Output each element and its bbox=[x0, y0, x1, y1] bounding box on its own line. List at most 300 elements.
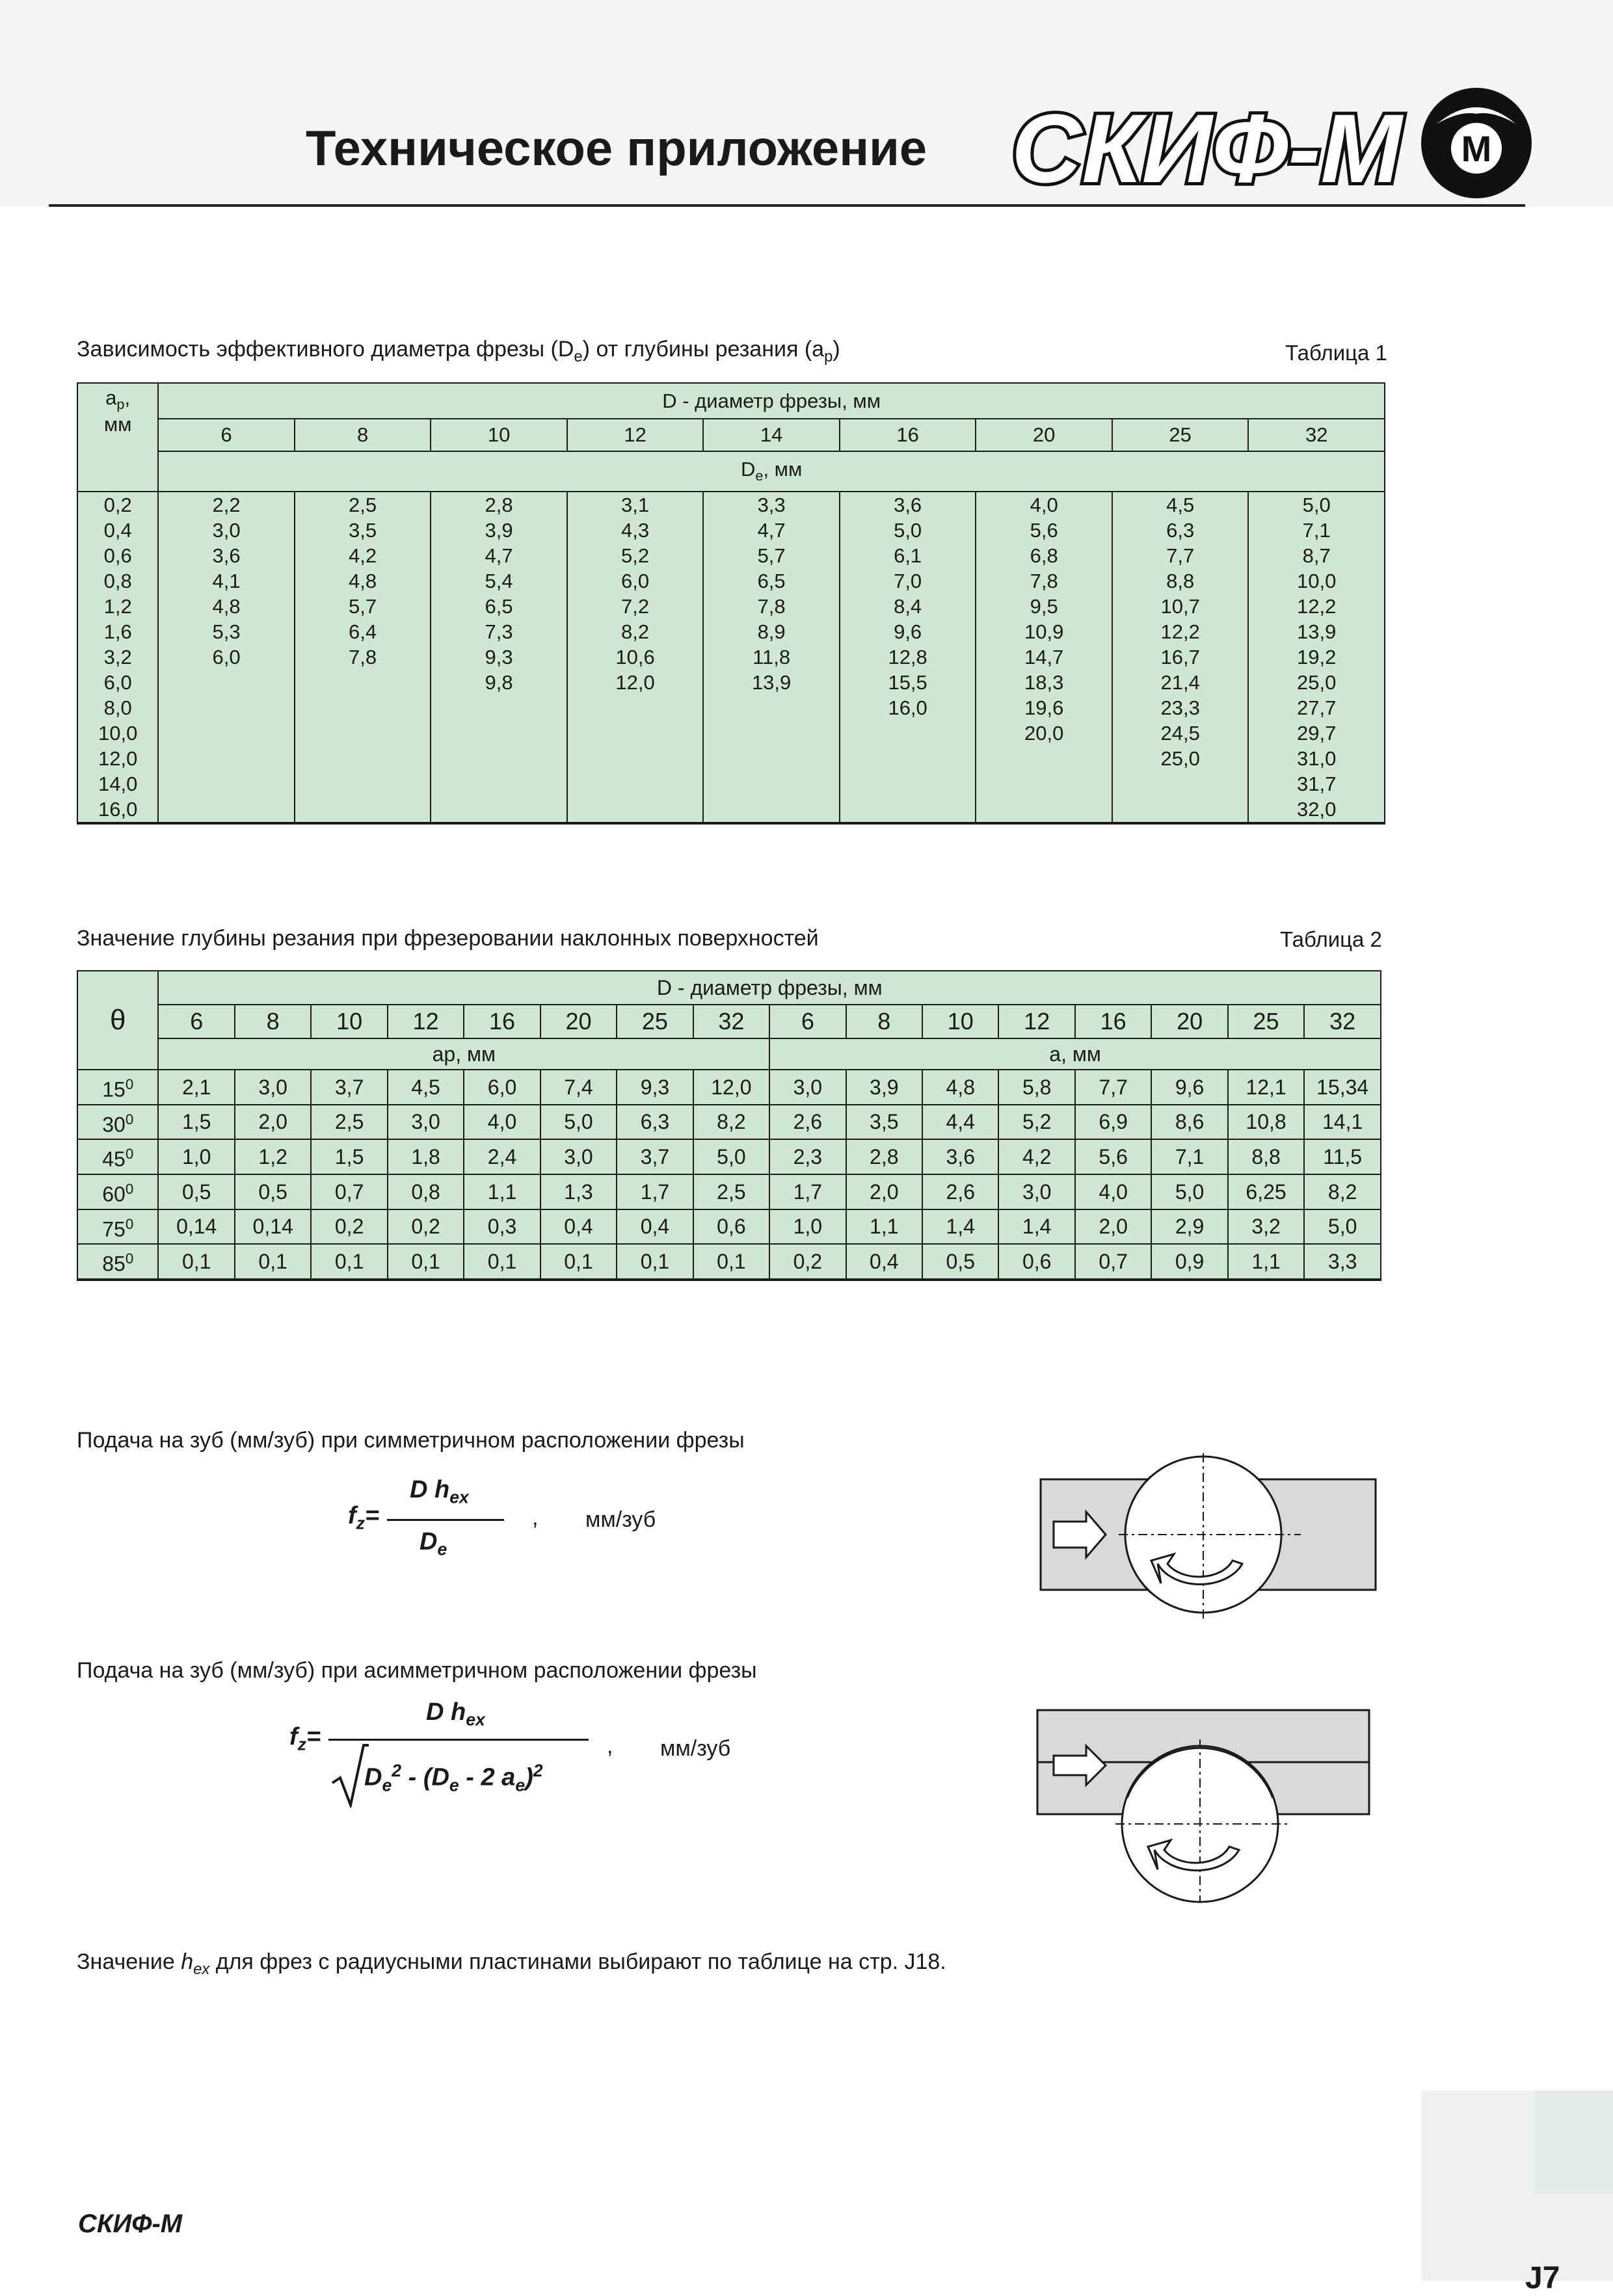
table2-row bbox=[77, 1244, 1381, 1280]
table2-cell: 3,7 bbox=[617, 1139, 693, 1174]
table2-cell: 0,3 bbox=[464, 1209, 540, 1245]
table1 bbox=[77, 382, 1385, 825]
table2-cell: 0,9 bbox=[1151, 1244, 1227, 1280]
table1-ap-cell: 10,0 bbox=[77, 720, 158, 746]
table2-row bbox=[77, 1070, 1381, 1105]
table1-cell: 12,0 bbox=[567, 670, 704, 695]
table2-cell: 2,6 bbox=[922, 1174, 998, 1209]
footer-brand: СКИФ-М bbox=[78, 2210, 183, 2238]
table2-cell: 3,0 bbox=[388, 1105, 464, 1140]
table1-cell: 25,0 bbox=[1248, 670, 1385, 695]
table2-cell: 0,1 bbox=[158, 1244, 234, 1280]
table2-cell: 0,4 bbox=[846, 1244, 922, 1280]
table1-cell: 9,3 bbox=[431, 644, 567, 670]
table2-cell: 1,2 bbox=[235, 1139, 311, 1174]
table2-diameter-header: 16 bbox=[1075, 1005, 1151, 1038]
table2-cell: 5,0 bbox=[693, 1139, 769, 1174]
table2-cell: 1,5 bbox=[158, 1105, 234, 1140]
table1-diameter-header: 12 bbox=[567, 419, 704, 451]
logo-badge: М bbox=[1461, 128, 1492, 169]
table1-cell: 5,0 bbox=[840, 518, 976, 543]
table1-cell: 10,7 bbox=[1112, 594, 1249, 619]
table2-cell: 6,9 bbox=[1075, 1105, 1151, 1140]
table2-cell: 0,1 bbox=[235, 1244, 311, 1280]
formula2 bbox=[289, 1698, 602, 1809]
table1-cell: 23,3 bbox=[1112, 695, 1249, 720]
table1-cell: 2,5 bbox=[295, 492, 431, 518]
table1-cell: 8,4 bbox=[840, 594, 976, 619]
formula1-denominator: $D_e$ bbox=[420, 1528, 447, 1559]
table1-cell bbox=[567, 746, 704, 771]
table1-cell bbox=[840, 720, 976, 746]
table1-ap-cell: 0,2 bbox=[77, 492, 158, 518]
table1-cell: 14,7 bbox=[976, 644, 1112, 670]
table2-cell: 0,7 bbox=[1075, 1244, 1151, 1280]
table1-cell: 4,8 bbox=[158, 594, 295, 619]
table1-cell: 18,3 bbox=[976, 670, 1112, 695]
table1-cell: 12,2 bbox=[1248, 594, 1385, 619]
table2-diameter-header: 6 bbox=[158, 1005, 234, 1038]
table1-cell: 6,0 bbox=[567, 568, 704, 594]
table1-ap-cell: 16,0 bbox=[77, 797, 158, 823]
table1-row bbox=[77, 797, 1385, 823]
formula2-numerator: D $h_{ex}$ bbox=[426, 1698, 485, 1730]
table2-cell: 1,1 bbox=[464, 1174, 540, 1209]
table2-cell: 2,9 bbox=[1151, 1209, 1227, 1245]
table1-cell bbox=[976, 771, 1112, 797]
table1-cell bbox=[158, 771, 295, 797]
table1-ap-cell: 8,0 bbox=[77, 695, 158, 720]
table1-cell bbox=[158, 746, 295, 771]
table2-cell: 5,2 bbox=[998, 1105, 1074, 1140]
table1-cell: 2,2 bbox=[158, 492, 295, 518]
table2-cell: 2,1 bbox=[158, 1070, 234, 1105]
formula2-fraction-bar bbox=[328, 1739, 589, 1741]
table2-diameter-header: 25 bbox=[617, 1005, 693, 1038]
table1-sub-header: $D_e$, мм bbox=[158, 451, 1385, 492]
table1-cell bbox=[431, 720, 567, 746]
formula1-comma: , bbox=[532, 1505, 539, 1530]
table1-cell: 4,5 bbox=[1112, 492, 1249, 518]
table2-label: Таблица 2 bbox=[1280, 927, 1382, 951]
table1-cell: 7,1 bbox=[1248, 518, 1385, 543]
table1-cell bbox=[976, 797, 1112, 823]
table2-diameter-header: 12 bbox=[998, 1005, 1074, 1038]
company-logo bbox=[1011, 85, 1532, 202]
formula1-lhs: $f_z=$ bbox=[348, 1502, 380, 1533]
table2 bbox=[77, 970, 1381, 1281]
table1-cell bbox=[976, 746, 1112, 771]
table1-cell: 6,4 bbox=[295, 619, 431, 644]
formula2-radical-sign bbox=[330, 1743, 369, 1808]
table2-cell: 7,4 bbox=[540, 1070, 617, 1105]
table1-cell bbox=[703, 695, 840, 720]
table2-cell: 8,8 bbox=[1228, 1139, 1304, 1174]
table2-cell: 3,0 bbox=[235, 1070, 311, 1105]
table2-sub-left: ap, мм bbox=[158, 1038, 769, 1070]
table2-angle-cell: $15^0$ bbox=[77, 1070, 158, 1105]
table1-cell bbox=[1112, 797, 1249, 823]
table1-ap-cell: 0,6 bbox=[77, 543, 158, 568]
table1-ap-cell: 0,4 bbox=[77, 518, 158, 543]
table1-cell: 13,9 bbox=[703, 670, 840, 695]
logo-text: СКИФ-М bbox=[1011, 94, 1402, 202]
table2-cell: 9,3 bbox=[617, 1070, 693, 1105]
table1-cell: 7,8 bbox=[295, 644, 431, 670]
table1-row bbox=[77, 492, 1385, 518]
table1-row bbox=[77, 644, 1385, 670]
table1-cell: 10,0 bbox=[1248, 568, 1385, 594]
table1-cell: 5,4 bbox=[431, 568, 567, 594]
table1-cell bbox=[840, 797, 976, 823]
table1-cell: 27,7 bbox=[1248, 695, 1385, 720]
table1-cell: 20,0 bbox=[976, 720, 1112, 746]
table2-cell: 2,3 bbox=[769, 1139, 846, 1174]
table1-row bbox=[77, 619, 1385, 644]
table2-cell: 1,5 bbox=[311, 1139, 387, 1174]
table1-cell: 7,8 bbox=[976, 568, 1112, 594]
table1-cell bbox=[295, 797, 431, 823]
formula2-unit: мм/зуб bbox=[660, 1736, 731, 1761]
table1-cell bbox=[567, 720, 704, 746]
table2-cell: 0,8 bbox=[388, 1174, 464, 1209]
table2-diameter-header: 25 bbox=[1228, 1005, 1304, 1038]
table1-cell: 5,3 bbox=[158, 619, 295, 644]
table2-cell: 2,4 bbox=[464, 1139, 540, 1174]
formula1 bbox=[348, 1476, 517, 1567]
formula1-numerator: D $h_{ex}$ bbox=[410, 1476, 469, 1507]
table1-cell: 4,7 bbox=[431, 543, 567, 568]
table1-cell bbox=[567, 695, 704, 720]
table1-cell bbox=[431, 797, 567, 823]
table1-cell bbox=[567, 771, 704, 797]
table2-theta-header: θ bbox=[77, 971, 158, 1070]
hex-note: Значение $h_{ex}$ для фрез с радиусными пластинами выбирают по таблице на стр. J18. bbox=[77, 1949, 946, 1978]
table2-cell: 2,0 bbox=[1075, 1209, 1151, 1245]
table1-cell bbox=[295, 695, 431, 720]
table1-ap-cell: 0,8 bbox=[77, 568, 158, 594]
table1-cell: 5,0 bbox=[1248, 492, 1385, 518]
table1-cell: 4,8 bbox=[295, 568, 431, 594]
table2-cell: 0,1 bbox=[311, 1244, 387, 1280]
table1-cell bbox=[295, 720, 431, 746]
table1-cell: 2,8 bbox=[431, 492, 567, 518]
table2-cell: 2,6 bbox=[769, 1105, 846, 1140]
table1-cell: 21,4 bbox=[1112, 670, 1249, 695]
table1-ap-cell: 14,0 bbox=[77, 771, 158, 797]
table1-cell: 8,8 bbox=[1112, 568, 1249, 594]
table2-angle-cell: $30^0$ bbox=[77, 1105, 158, 1140]
table2-diameter-header: 16 bbox=[464, 1005, 540, 1038]
table1-cell bbox=[431, 746, 567, 771]
table2-cell: 15,34 bbox=[1304, 1070, 1381, 1105]
table1-cell: 6,5 bbox=[431, 594, 567, 619]
table2-angle-cell: $45^0$ bbox=[77, 1139, 158, 1174]
table2-cell: 0,5 bbox=[922, 1244, 998, 1280]
table2-cell: 0,1 bbox=[617, 1244, 693, 1280]
table2-row bbox=[77, 1105, 1381, 1140]
table1-cell: 7,3 bbox=[431, 619, 567, 644]
table1-cell bbox=[703, 797, 840, 823]
table2-cell: 0,4 bbox=[617, 1209, 693, 1245]
table2-diameter-header: 6 bbox=[769, 1005, 846, 1038]
table2-cell: 0,1 bbox=[693, 1244, 769, 1280]
table2-diameter-header: 32 bbox=[693, 1005, 769, 1038]
formula2-lhs: $f_z=$ bbox=[289, 1723, 321, 1754]
table2-diameter-header: 10 bbox=[311, 1005, 387, 1038]
formula1-unit: мм/зуб bbox=[585, 1507, 656, 1532]
table2-cell: 4,8 bbox=[922, 1070, 998, 1105]
table1-cell bbox=[567, 797, 704, 823]
table1-cell: 5,6 bbox=[976, 518, 1112, 543]
table2-cell: 12,0 bbox=[693, 1070, 769, 1105]
table2-cell: 3,0 bbox=[769, 1070, 846, 1105]
table2-cell: 1,8 bbox=[388, 1139, 464, 1174]
table2-angle-cell: $85^0$ bbox=[77, 1244, 158, 1280]
table2-cell: 0,5 bbox=[235, 1174, 311, 1209]
table2-cell: 4,2 bbox=[998, 1139, 1074, 1174]
table1-cell: 12,8 bbox=[840, 644, 976, 670]
table1-cell bbox=[295, 746, 431, 771]
table2-cell: 3,7 bbox=[311, 1070, 387, 1105]
table2-cell: 2,0 bbox=[235, 1105, 311, 1140]
table2-cell: 3,0 bbox=[998, 1174, 1074, 1209]
table2-diameter-header: 20 bbox=[1151, 1005, 1227, 1038]
table1-cell: 6,1 bbox=[840, 543, 976, 568]
table1-row bbox=[77, 720, 1385, 746]
table1-cell bbox=[703, 746, 840, 771]
table1-cell: 3,9 bbox=[431, 518, 567, 543]
table1-label: Таблица 1 bbox=[1285, 341, 1387, 365]
table1-cell: 8,7 bbox=[1248, 543, 1385, 568]
page-title: Техническое приложение bbox=[306, 121, 927, 176]
table1-diameter-header: 6 bbox=[158, 419, 295, 451]
table2-caption: Значение глубины резания при фрезеровании наклонных поверхностей bbox=[77, 926, 819, 951]
page-number: J7 bbox=[1525, 2261, 1560, 2295]
table1-corner-header: $a_p$, мм bbox=[77, 383, 158, 492]
table2-cell: 7,7 bbox=[1075, 1070, 1151, 1105]
table1-row bbox=[77, 518, 1385, 543]
table2-cell: 5,8 bbox=[998, 1070, 1074, 1105]
table1-cell: 4,3 bbox=[567, 518, 704, 543]
table1-cell: 19,2 bbox=[1248, 644, 1385, 670]
table2-cell: 0,14 bbox=[235, 1209, 311, 1245]
table2-row bbox=[77, 1174, 1381, 1209]
table2-cell: 4,5 bbox=[388, 1070, 464, 1105]
table2-cell: 2,5 bbox=[693, 1174, 769, 1209]
table2-cell: 5,0 bbox=[540, 1105, 617, 1140]
table2-cell: 0,1 bbox=[388, 1244, 464, 1280]
table1-cell: 3,6 bbox=[158, 543, 295, 568]
table1-cell bbox=[431, 695, 567, 720]
table2-cell: 8,6 bbox=[1151, 1105, 1227, 1140]
table2-cell: 3,6 bbox=[922, 1139, 998, 1174]
table1-cell bbox=[158, 670, 295, 695]
table2-cell: 6,25 bbox=[1228, 1174, 1304, 1209]
table2-diameter-header: 10 bbox=[922, 1005, 998, 1038]
table1-diameter-header: 14 bbox=[703, 419, 840, 451]
table2-cell: 1,3 bbox=[540, 1174, 617, 1209]
table1-cell: 24,5 bbox=[1112, 720, 1249, 746]
table1-cell bbox=[295, 670, 431, 695]
table1-cell: 4,1 bbox=[158, 568, 295, 594]
table1-cell: 7,8 bbox=[703, 594, 840, 619]
table2-diameter-header: 32 bbox=[1304, 1005, 1381, 1038]
table2-cell: 0,2 bbox=[311, 1209, 387, 1245]
table2-cell: 3,0 bbox=[540, 1139, 617, 1174]
formula1-fraction-bar bbox=[387, 1519, 504, 1521]
table1-cell bbox=[840, 746, 976, 771]
table1-diameter-header: 32 bbox=[1248, 419, 1385, 451]
table1-cell: 16,0 bbox=[840, 695, 976, 720]
formula2-radicand: $D_e^2 - (D_e - 2$ $a_e)^2$ bbox=[364, 1761, 543, 1795]
table1-cell: 10,9 bbox=[976, 619, 1112, 644]
table2-cell: 0,1 bbox=[464, 1244, 540, 1280]
table2-cell: 4,4 bbox=[922, 1105, 998, 1140]
table1-cell: 31,7 bbox=[1248, 771, 1385, 797]
table1-cell: 5,2 bbox=[567, 543, 704, 568]
table2-cell: 0,6 bbox=[693, 1209, 769, 1245]
table2-group-header: D - диаметр фрезы, мм bbox=[158, 971, 1381, 1005]
table2-sub-right: a, мм bbox=[769, 1038, 1381, 1070]
table1-row bbox=[77, 695, 1385, 720]
table1-caption: Зависимость эффективного диаметра фрезы $(D_e)$ от глубины резания $(a_p)$ bbox=[77, 337, 840, 365]
table2-cell: 11,5 bbox=[1304, 1139, 1381, 1174]
table1-cell: 7,2 bbox=[567, 594, 704, 619]
table1-ap-cell: 3,2 bbox=[77, 644, 158, 670]
table2-cell: 1,4 bbox=[922, 1209, 998, 1245]
table1-cell: 3,3 bbox=[703, 492, 840, 518]
table2-cell: 0,2 bbox=[388, 1209, 464, 1245]
table1-row bbox=[77, 771, 1385, 797]
table1-cell: 5,7 bbox=[295, 594, 431, 619]
table2-diameter-header: 12 bbox=[388, 1005, 464, 1038]
table2-cell: 1,4 bbox=[998, 1209, 1074, 1245]
asymmetric-milling-diagram bbox=[1031, 1704, 1376, 1905]
table1-cell: 8,9 bbox=[703, 619, 840, 644]
table1-cell: 15,5 bbox=[840, 670, 976, 695]
table1-cell: 8,2 bbox=[567, 619, 704, 644]
table2-cell: 8,2 bbox=[1304, 1174, 1381, 1209]
table2-cell: 2,5 bbox=[311, 1105, 387, 1140]
table1-cell: 32,0 bbox=[1248, 797, 1385, 823]
table2-cell: 5,0 bbox=[1304, 1209, 1381, 1245]
table1-cell: 3,1 bbox=[567, 492, 704, 518]
table1-row bbox=[77, 568, 1385, 594]
table2-cell: 7,1 bbox=[1151, 1139, 1227, 1174]
table1-cell: 19,6 bbox=[976, 695, 1112, 720]
table1-cell: 12,2 bbox=[1112, 619, 1249, 644]
table1-cell bbox=[295, 771, 431, 797]
table2-angle-cell: $75^0$ bbox=[77, 1209, 158, 1245]
table1-row bbox=[77, 670, 1385, 695]
table2-cell: 6,3 bbox=[617, 1105, 693, 1140]
table1-cell bbox=[158, 720, 295, 746]
table2-cell: 2,8 bbox=[846, 1139, 922, 1174]
table1-cell: 6,3 bbox=[1112, 518, 1249, 543]
table1-cell: 29,7 bbox=[1248, 720, 1385, 746]
table1-cell: 9,8 bbox=[431, 670, 567, 695]
table2-cell: 0,4 bbox=[540, 1209, 617, 1245]
table1-cell bbox=[158, 797, 295, 823]
table2-cell: 12,1 bbox=[1228, 1070, 1304, 1105]
table2-row bbox=[77, 1139, 1381, 1174]
table2-cell: 3,9 bbox=[846, 1070, 922, 1105]
table2-angle-cell: $60^0$ bbox=[77, 1174, 158, 1209]
table1-row bbox=[77, 746, 1385, 771]
symmetric-milling-diagram bbox=[1034, 1450, 1385, 1652]
table1-cell bbox=[840, 771, 976, 797]
table2-cell: 3,3 bbox=[1304, 1244, 1381, 1280]
table1-cell: 5,7 bbox=[703, 543, 840, 568]
table1-cell: 9,6 bbox=[840, 619, 976, 644]
table1-diameter-header: 16 bbox=[840, 419, 976, 451]
table1-cell: 6,8 bbox=[976, 543, 1112, 568]
table1-ap-cell: 12,0 bbox=[77, 746, 158, 771]
table1-cell: 7,7 bbox=[1112, 543, 1249, 568]
table1-cell: 4,0 bbox=[976, 492, 1112, 518]
table1-cell: 4,7 bbox=[703, 518, 840, 543]
table2-cell: 4,0 bbox=[1075, 1174, 1151, 1209]
table2-cell: 0,2 bbox=[769, 1244, 846, 1280]
table2-cell: 4,0 bbox=[464, 1105, 540, 1140]
table1-cell: 10,6 bbox=[567, 644, 704, 670]
table1-cell: 3,6 bbox=[840, 492, 976, 518]
table1-cell: 4,2 bbox=[295, 543, 431, 568]
table2-cell: 9,6 bbox=[1151, 1070, 1227, 1105]
table1-cell bbox=[431, 771, 567, 797]
table2-cell: 1,0 bbox=[769, 1209, 846, 1245]
table1-row bbox=[77, 594, 1385, 619]
table1-cell: 31,0 bbox=[1248, 746, 1385, 771]
table2-cell: 5,6 bbox=[1075, 1139, 1151, 1174]
table2-cell: 5,0 bbox=[1151, 1174, 1227, 1209]
table1-cell: 9,5 bbox=[976, 594, 1112, 619]
table2-cell: 6,0 bbox=[464, 1070, 540, 1105]
table2-cell: 3,2 bbox=[1228, 1209, 1304, 1245]
table2-cell: 14,1 bbox=[1304, 1105, 1381, 1140]
table1-ap-cell: 1,2 bbox=[77, 594, 158, 619]
table2-diameter-header: 8 bbox=[235, 1005, 311, 1038]
table1-row bbox=[77, 543, 1385, 568]
table1-diameter-header: 25 bbox=[1112, 419, 1249, 451]
table2-cell: 10,8 bbox=[1228, 1105, 1304, 1140]
table2-diameter-header: 8 bbox=[846, 1005, 922, 1038]
table2-row bbox=[77, 1209, 1381, 1245]
table1-diameter-header: 20 bbox=[976, 419, 1112, 451]
table1-cell: 13,9 bbox=[1248, 619, 1385, 644]
table1-cell: 3,0 bbox=[158, 518, 295, 543]
table2-cell: 0,1 bbox=[540, 1244, 617, 1280]
table1-cell: 3,5 bbox=[295, 518, 431, 543]
table2-cell: 0,6 bbox=[998, 1244, 1074, 1280]
table2-cell: 8,2 bbox=[693, 1105, 769, 1140]
table2-cell: 0,7 bbox=[311, 1174, 387, 1209]
formula1-caption: Подача на зуб (мм/зуб) при симметричном расположении фрезы bbox=[77, 1428, 745, 1453]
table1-cell: 6,5 bbox=[703, 568, 840, 594]
table1-cell: 16,7 bbox=[1112, 644, 1249, 670]
table2-cell: 1,0 bbox=[158, 1139, 234, 1174]
table1-cell bbox=[1112, 771, 1249, 797]
table2-diameter-header: 20 bbox=[540, 1005, 617, 1038]
table1-ap-cell: 6,0 bbox=[77, 670, 158, 695]
table1-cell bbox=[158, 695, 295, 720]
table1-cell: 25,0 bbox=[1112, 746, 1249, 771]
footer-corner-accent bbox=[1535, 2091, 1613, 2195]
table2-cell: 1,1 bbox=[846, 1209, 922, 1245]
table2-cell: 0,14 bbox=[158, 1209, 234, 1245]
header-rule bbox=[49, 204, 1525, 207]
